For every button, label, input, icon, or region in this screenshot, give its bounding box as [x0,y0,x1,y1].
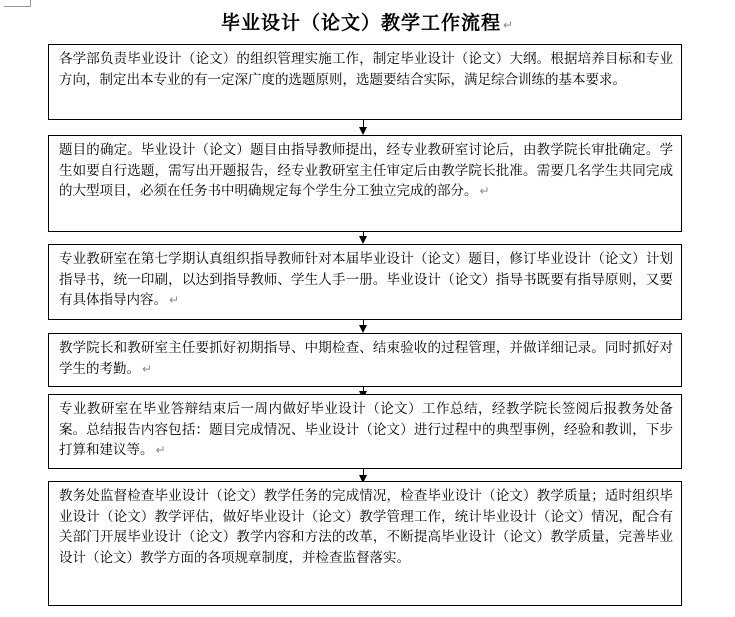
flow-step-4-text: 教学院长和教研室主任要抓好初期指导、中期检查、结束验收的过程管理，并做详细记录。同时抓好对学生的考勤。 [59,340,673,377]
document-title [0,10,735,38]
flow-step-3-text: 专业教研室在第七学期认真组织指导教师针对本届毕业设计（论文）题目，修订毕业设计（论文）计划指导书，统一印刷，以达到指导教师、学生人手一册。毕业设计（论文）指导书既要有指导原则，又要有具体指导内容。 [59,251,673,308]
flow-step-4 [48,333,682,387]
paragraph-mark-icon: ↵ [479,184,490,198]
paragraph-mark-icon: ↵ [169,293,180,307]
page-corner-mark [4,0,31,7]
flow-step-2-text: 题目的确定。毕业设计（论文）题目由指导教师提出，经专业教研室讨论后，由教学院长审批确定。学生如要自行选题，需写出开题报告，经专业教研室主任审定后由教学院长批准。需要几名学生共同完成的大型项目，必须在任务书中明确规定每个学生分工独立完成的部分。 [59,142,673,199]
flow-step-3 [48,244,682,320]
paragraph-mark-icon: ↵ [142,361,153,376]
flow-step-2 [48,135,682,232]
paragraph-mark-icon: ↵ [155,443,166,457]
document-title-text: 毕业设计（论文）教学工作流程 [220,12,501,34]
flow-step-5-text: 专业教研室在毕业答辩结束后一周内做好毕业设计（论文）工作总结，经教学院长签阅后报教务处备案。总结报告内容包括：题目完成情况、毕业设计（论文）进行过程中的典型事例，经验和教训，下步打算和建议等。 [59,401,673,458]
flow-step-6-text: 教务处监督检查毕业设计（论文）教学任务的完成情况，检查毕业设计（论文）教学质量；适时组织毕业设计（论文）教学评估，做好毕业设计（论文）教学管理工作，统计毕业设计（论文）情况，配合有关部门开展毕业设计（论文）教学内容和方法的改革，不断提高毕业设计（论文）教学质量，完善毕业设计（论文）教学方面的各项规章制度，并检查监督落实。 [59,488,673,566]
flow-step-6 [48,481,682,606]
flow-step-1-text: 各学部负责毕业设计（论文）的组织管理实施工作，制定毕业设计（论文）大纲。根据培养目标和专业方向，制定出本专业的有一定深广度的选题原则，选题要结合实际，满足综合训练的基本要求。 [59,51,673,88]
paragraph-mark-icon: ↵ [502,18,515,32]
flow-step-1 [48,44,682,120]
flow-step-5 [48,394,682,469]
